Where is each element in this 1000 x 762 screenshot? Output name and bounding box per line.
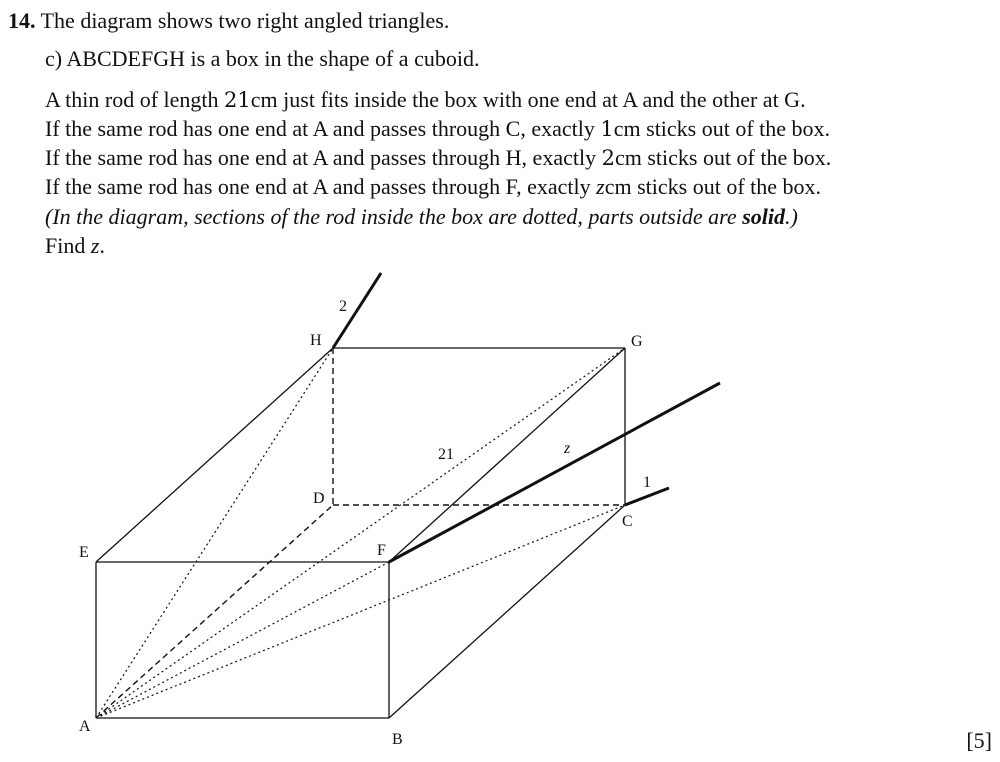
c-extension-label: 1 [643,474,651,491]
rod-inside-sections [96,348,625,718]
vertex-label-E: E [79,544,89,561]
h-extension-label: 2 [339,298,347,315]
rod-length-label: 21 [438,446,454,463]
vertex-label-C: C [622,513,633,530]
rod-A-to-C [96,505,625,718]
note-post: .) [785,204,798,229]
note-bold: solid [742,204,785,229]
rod-A-to-H [96,348,333,718]
rod-A-to-G [96,348,625,718]
part-text: ABCDEFGH is a box in the shape of a cuboid. [66,46,480,71]
vertex-label-H: H [310,332,322,349]
find-pre: Find [45,233,91,258]
rod-line-1-pre: A thin rod of length [45,87,225,112]
note-pre: (In the diagram, sections of the rod inside the box are dotted, parts outside are [45,204,743,229]
vertex-label-G: G [631,333,643,350]
rod-A-to-F [96,562,389,718]
vertex-label-D: D [313,490,325,507]
rod-line-4-post: cm sticks out of the box. [604,174,822,199]
question-number: 14. [8,8,36,33]
rod-line-1-value: 21 [224,88,251,112]
find-post: . [99,233,105,258]
marks-label: [5] [966,728,992,753]
rod-line-1-post: cm just fits inside the box with one end at A and the other at G. [250,87,806,112]
find-variable: z [90,233,100,258]
rod-line-2-post: cm sticks out of the box. [613,116,831,141]
vertex-label-F: F [377,542,386,559]
edge-BC [389,505,625,718]
rod-line-3-pre: If the same rod has one end at A and passes through H, exactly [45,145,602,170]
part-label: c) [45,46,63,71]
edge-AD [96,505,333,718]
vertex-label-B: B [392,731,403,748]
rod-line-2-value: 1 [600,117,614,141]
question-intro: The diagram shows two right angled triangles. [40,8,450,33]
rod-line-4-pre: If the same rod has one end at A and passes through F, exactly [45,174,597,199]
vertex-label-A: A [79,718,91,735]
rod-line-3-value: 2 [601,146,615,170]
edge-EH [96,348,333,562]
rod-line-2-pre: If the same rod has one end at A and passes through C, exactly [45,116,601,141]
rod-F-extension [389,383,720,562]
rod-line-4-value: z [596,174,605,199]
rod-line-3-post: cm sticks out of the box. [614,145,832,170]
z-label: z [564,440,571,457]
